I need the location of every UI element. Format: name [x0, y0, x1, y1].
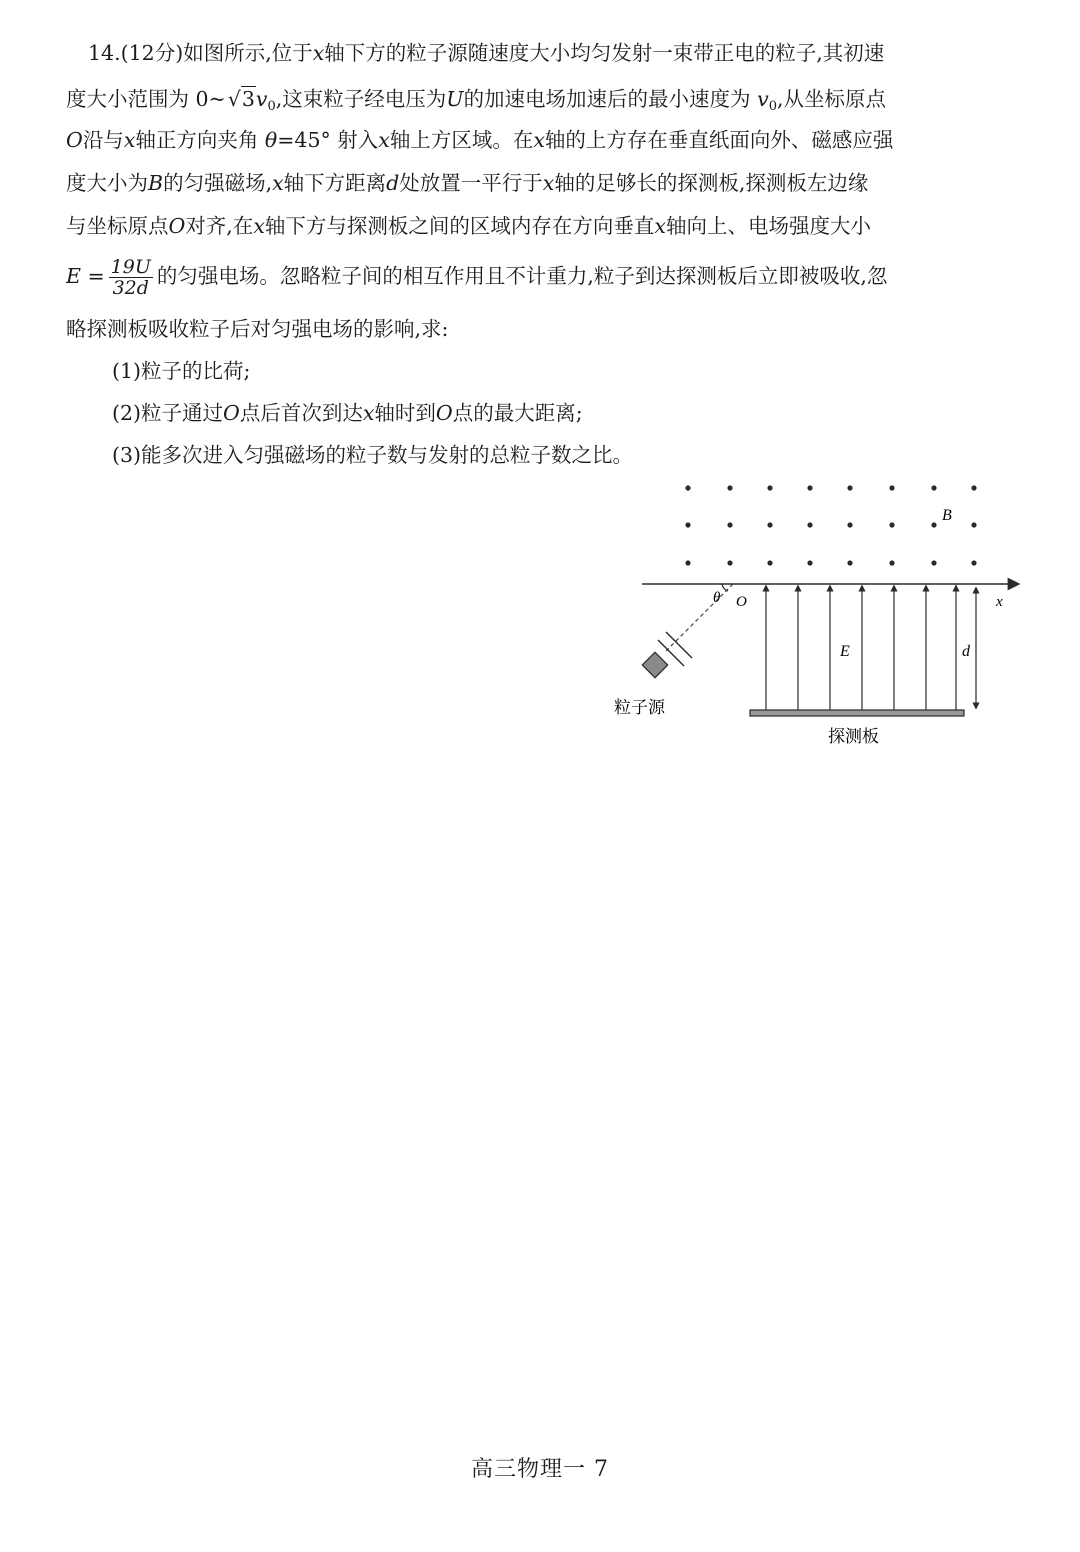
label-O: O [736, 594, 747, 610]
electric-field-arrows [766, 588, 956, 710]
label-x: x [996, 594, 1003, 610]
question-number: 14. [88, 41, 121, 65]
sub-question-2: (2)粒子通过O点后首次到达x轴时到O点的最大距离; [112, 401, 583, 425]
question-score: (12分) [120, 41, 184, 65]
detector-plate [750, 710, 964, 716]
label-detector-plate: 探测板 [828, 727, 879, 747]
question-line-6: E = $\frac{19U}{32d}$ 的匀强电场。忽略粒子间的相互作用且不计重力,粒子到达探测板后立即被吸收,忽 [66, 256, 888, 299]
question-line-7: 略探测板吸收粒子后对匀强电场的影响,求: [66, 317, 449, 341]
question-line-3: O沿与x轴正方向夹角 θ=45° 射入x轴上方区域。在x轴的上方存在垂直纸面向外、磁感应强 [66, 128, 894, 152]
sub-question-3: (3)能多次进入匀强磁场的粒子数与发射的总粒子数之比。 [112, 443, 634, 467]
label-B: B [942, 507, 952, 524]
label-particle-source: 粒子源 [614, 698, 665, 718]
label-theta: θ [713, 590, 721, 606]
question-line-5: 与坐标原点O对齐,在x轴下方与探测板之间的区域内存在方向垂直x轴向上、电场强度大小 [66, 214, 871, 238]
incident-path [666, 584, 733, 651]
magnetic-field-dots [685, 485, 976, 565]
field-fraction: $\frac{19U}{32d}$ [110, 256, 151, 299]
question-line-4: 度大小为B的匀强磁场,x轴下方距离d处放置一平行于x轴的足够长的探测板,探测板左边缘 [66, 171, 869, 195]
label-d: d [962, 643, 970, 660]
label-E: E [840, 643, 850, 660]
question-line-1: 14.(12分)如图所示,位于x轴下方的粒子源随速度大小均匀发射一束带正电的粒子,其初速 [88, 41, 885, 65]
particle-source [642, 632, 692, 678]
sub-question-1: (1)粒子的比荷; [112, 359, 251, 383]
physics-diagram [610, 470, 1030, 755]
page-footer: 高三物理一 7 [471, 1457, 609, 1482]
question-line-2: 度大小范围为 $0\sim√3v_0$,这束粒子经电压为U的加速电场加速后的最小速度为 $v_0$,从坐标原点 [66, 84, 886, 122]
sqrt-symbol: √3 [227, 87, 255, 111]
